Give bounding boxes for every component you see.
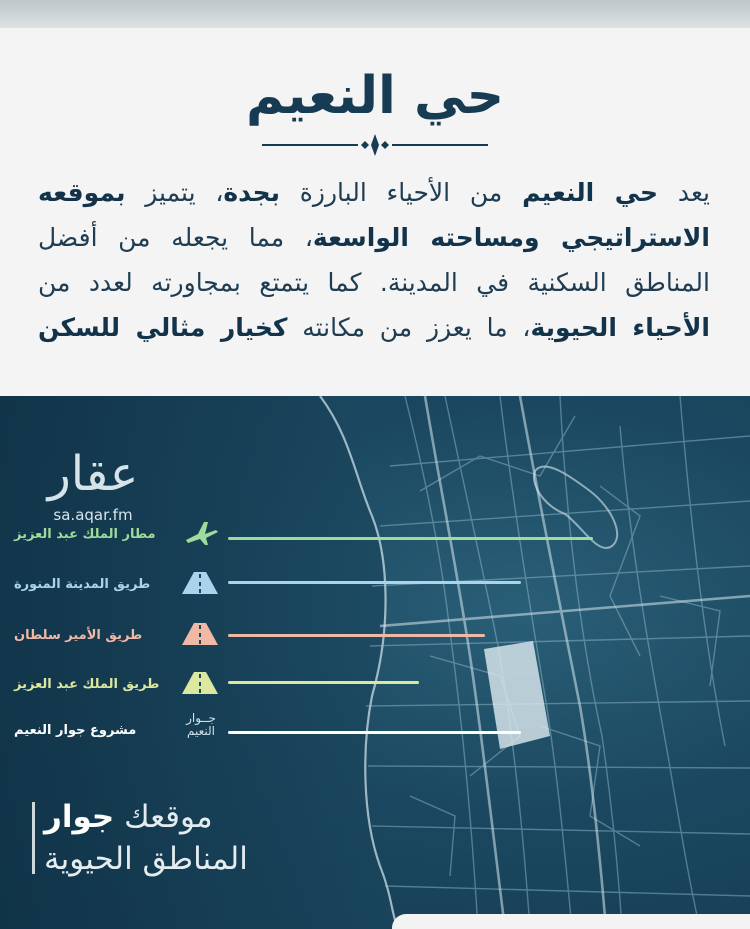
legend-label-project: مشروع جوار النعيم [14,723,137,738]
headline-accent-bar [32,802,35,874]
legend-line-airport [228,537,593,540]
legend-line-madinah-road [228,581,521,584]
divider-ornament-icon [262,132,488,158]
top-strip [0,0,750,30]
legend-line-prince-sultan-road [228,634,485,637]
aqar-url: sa.aqar.fm [53,506,133,524]
project-logo-icon [178,712,224,738]
headline-line-2: المناطق الحيوية [44,841,248,877]
legend-label-airport: مطار الملك عبد العزيز [14,527,156,542]
bottom-card-edge [392,914,750,929]
legend-label-king-abdulaziz-road: طريق الملك عبد العزيز [14,677,160,692]
airplane-icon [178,518,222,548]
legend-line-king-abdulaziz-road [228,681,419,684]
aqar-logo: عقار [47,446,139,502]
legend-label-prince-sultan-road: طريق الأمير سلطان [14,628,143,643]
intro-paragraph: يعد حي النعيم من الأحياء البارزة بجدة، يتميز بموقعه الاستراتيجي ومساحته الواسعة، مما يجعله من أفضل المناطق السكنية في المدينة. كما يتمتع بمجاورته لعدد من الأحياء الحيوية، ما يعزز من مكانته كخيار مثالي للسكن [38,178,711,342]
road-icon [178,568,222,598]
road-icon [178,668,222,698]
page-title: حي النعيم [245,66,505,126]
headline-line-1: موقعك جوار [44,799,213,835]
legend-line-project [228,731,521,734]
road-icon [178,619,222,649]
legend-label-madinah-road: طريق المدينة المنورة [14,577,151,592]
project-logo-line1: جــوار [186,711,216,725]
project-logo-line2: النعيم [186,724,215,738]
